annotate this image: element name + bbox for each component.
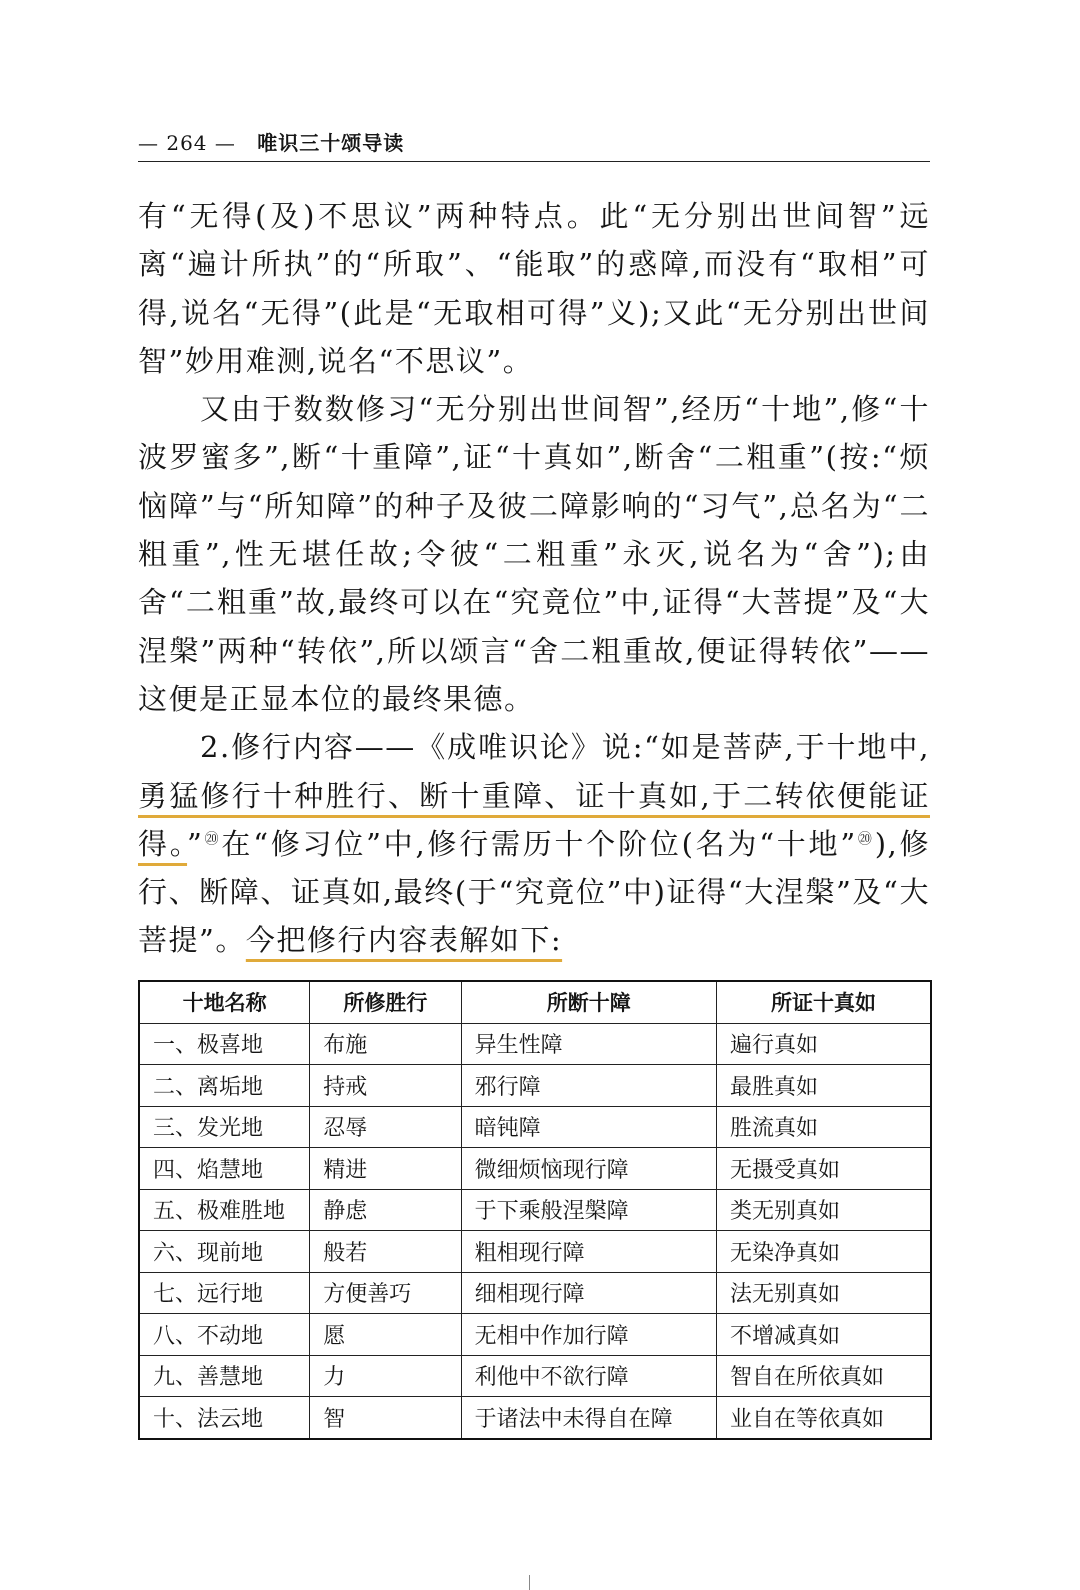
suchness: 遍行真如 <box>717 1023 931 1065</box>
obstacle: 异生性障 <box>461 1023 716 1065</box>
stage-name: 六、现前地 <box>139 1231 310 1273</box>
obstacle: 暗钝障 <box>461 1106 716 1148</box>
obstacle: 粗相现行障 <box>461 1231 716 1273</box>
paragraph-3-rest: ),修行、断障、证真如,最终(于“究竟位”中)证得“大涅槃”及“大菩提”。 <box>138 826 931 958</box>
suchness: 无染净真如 <box>717 1231 931 1273</box>
paragraph-2: 又由于数数修习“无分别出世间智”,经历“十地”,修“十波罗蜜多”,断“十重障”,证“十真如”,断舍“二粗重”(按:“烦恼障”与“所知障”的种子及彼二障影响的“习气”,总名为“二粗重”,性无堪任故;令彼“二粗重”永灭,说名为“舍”);由舍“二粗重”故,最终可以在“究竟位”中,证得“大菩提”及“大涅槃”两种“转依”,所以颂言“舍二粗重故,便证得转依”——这便是正显本位的最终果德。 <box>138 392 930 716</box>
stage-name: 九、善慧地 <box>139 1355 310 1397</box>
suchness: 法无别真如 <box>717 1272 931 1314</box>
highlighted-table-intro: 今把修行内容表解如下: <box>245 923 563 958</box>
obstacle: 细相现行障 <box>461 1272 716 1314</box>
footnote-marker-2: ⑳ <box>856 831 875 848</box>
obstacle: 于下乘般涅槃障 <box>461 1189 716 1231</box>
stage-name: 十、法云地 <box>139 1397 310 1439</box>
table-row <box>139 1065 931 1107</box>
highlighted-quote: 勇猛修行十种胜行、断十重障、证十真如,于二转依便能证得。 <box>138 778 930 861</box>
table-row <box>139 1189 931 1231</box>
practice: 持戒 <box>310 1065 461 1107</box>
obstacle: 微细烦恼现行障 <box>461 1148 716 1190</box>
suchness: 智自在所依真如 <box>717 1355 931 1397</box>
header-stage-name: 十地名称 <box>139 981 310 1023</box>
practice: 静虑 <box>310 1189 461 1231</box>
practice: 般若 <box>310 1231 461 1273</box>
stage-name: 三、发光地 <box>139 1106 310 1148</box>
paragraph-3 <box>138 723 930 964</box>
page-number: — 264 — <box>138 131 236 155</box>
suchness: 业自在等依真如 <box>717 1397 931 1439</box>
table-row <box>139 1272 931 1314</box>
stage-name: 八、不动地 <box>139 1314 310 1356</box>
suchness: 类无别真如 <box>717 1189 931 1231</box>
obstacle: 邪行障 <box>461 1065 716 1107</box>
table-row <box>139 1355 931 1397</box>
table-row <box>139 1148 931 1190</box>
paragraph-3-body: 在“修习位”中,修行需历十个阶位(名为“十地” <box>221 826 857 861</box>
stage-name: 七、远行地 <box>139 1272 310 1314</box>
header-obstacle: 所断十障 <box>461 981 716 1023</box>
footnote-marker-1: ⑳ <box>203 831 222 848</box>
obstacle: 于诸法中未得自在障 <box>461 1397 716 1439</box>
obstacle: 无相中作加行障 <box>461 1314 716 1356</box>
suchness: 最胜真如 <box>717 1065 931 1107</box>
practice: 智 <box>310 1397 461 1439</box>
table-row <box>139 1231 931 1273</box>
table-row <box>139 1106 931 1148</box>
practice: 愿 <box>310 1314 461 1356</box>
scan-gutter-mark <box>529 1575 530 1590</box>
stage-name: 一、极喜地 <box>139 1023 310 1065</box>
practice: 精进 <box>310 1148 461 1190</box>
stage-name: 四、焰慧地 <box>139 1148 310 1190</box>
ten-stages-table <box>138 980 932 1440</box>
paragraph-3-intro: 2.修行内容——《成唯识论》说:“如是菩萨,于十地中, <box>200 730 930 765</box>
practice: 忍辱 <box>310 1106 461 1148</box>
stage-name: 二、离垢地 <box>139 1065 310 1107</box>
header-suchness: 所证十真如 <box>717 981 931 1023</box>
table-row <box>139 1314 931 1356</box>
practice: 方便善巧 <box>310 1272 461 1314</box>
table-row <box>139 1023 931 1065</box>
obstacle: 利他中不欲行障 <box>461 1355 716 1397</box>
header-practice: 所修胜行 <box>310 981 461 1023</box>
stage-name: 五、极难胜地 <box>139 1189 310 1231</box>
practice: 布施 <box>310 1023 461 1065</box>
header-rule <box>138 161 930 162</box>
body-text <box>138 192 930 965</box>
quote-close: ” <box>187 826 204 861</box>
suchness: 无摄受真如 <box>717 1148 931 1190</box>
book-title: 唯识三十颂导读 <box>257 131 405 155</box>
practice: 力 <box>310 1355 461 1397</box>
table-row <box>139 1397 931 1439</box>
page-header <box>138 128 930 162</box>
table-header-row <box>139 981 931 1023</box>
suchness: 不增减真如 <box>717 1314 931 1356</box>
paragraph-1: 有“无得(及)不思议”两种特点。此“无分别出世间智”远离“遍计所执”的“所取”、“能取”的惑障,而没有“取相”可得,说名“无得”(此是“无取相可得”义);又此“无分别出世间智”妙用难测,说名“不思议”。 <box>138 199 930 378</box>
suchness: 胜流真如 <box>717 1106 931 1148</box>
